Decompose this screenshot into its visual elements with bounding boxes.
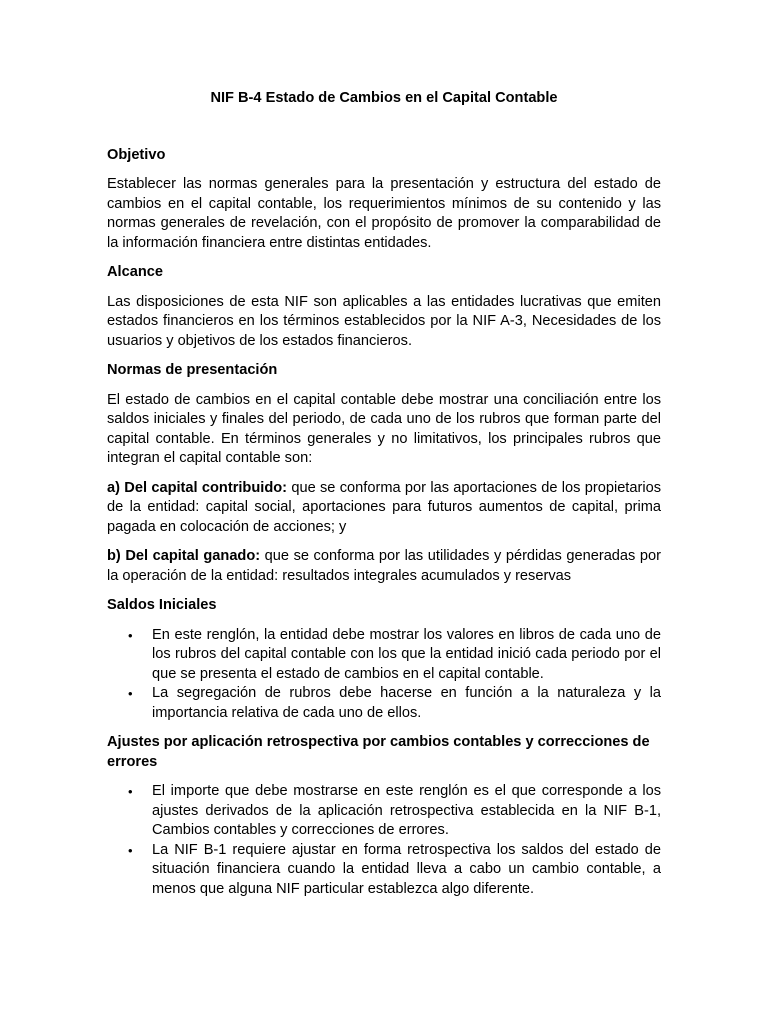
list-ajustes bbox=[107, 782, 661, 899]
heading-saldos-iniciales: Saldos Iniciales bbox=[107, 597, 217, 613]
list-item-text: La NIF B-1 requiere ajustar en forma retrospectiva los saldos del estado de situación financiera cuando la entidad lleva a cabo un cambio contable, a menos que alguna NIF particular establezca algo diferente. bbox=[152, 841, 661, 897]
label-capital-ganado: b) Del capital ganado: bbox=[107, 548, 261, 564]
list-item-text: La segregación de rubros debe hacerse en función a la naturaleza y la importancia relativa de cada uno de ellos. bbox=[152, 685, 661, 721]
heading-alcance: Alcance bbox=[107, 264, 163, 280]
list-item bbox=[107, 841, 661, 900]
paragraph-capital-contribuido bbox=[107, 479, 661, 538]
bullet-icon: • bbox=[128, 627, 133, 643]
paragraph-capital-ganado bbox=[107, 547, 661, 586]
text-capital-contribuido: que se conforma por las aportaciones de los propietarios de la entidad: capital social, aportaciones para futuros aumentos de capital, prima pagada en colocación de acciones; y bbox=[107, 479, 661, 535]
heading-normas: Normas de presentación bbox=[107, 362, 278, 378]
list-item bbox=[107, 626, 661, 685]
bullet-icon: • bbox=[128, 842, 133, 858]
label-capital-contribuido: a) Del capital contribuido: bbox=[107, 479, 288, 496]
list-item bbox=[107, 684, 661, 723]
heading-ajustes: Ajustes por aplicación retrospectiva por cambios contables y correcciones de errores bbox=[107, 734, 650, 770]
paragraph-normas: El estado de cambios en el capital contable debe mostrar una conciliación entre los saldos iniciales y finales del periodo, de cada uno de los rubros que forman parte del capital contable. En términos generales y no limitativos, los principales rubros que integran el capital contable son: bbox=[107, 391, 661, 466]
bullet-icon: • bbox=[128, 784, 133, 799]
page-title: NIF B-4 Estado de Cambios en el Capital Contable bbox=[210, 90, 558, 106]
heading-objetivo: Objetivo bbox=[107, 146, 166, 163]
bullet-icon: • bbox=[128, 686, 133, 701]
paragraph-objetivo: Establecer las normas generales para la presentación y estructura del estado de cambios en el capital contable, los requerimientos mínimos de su contenido y las normas generales de revelación, con el propósito de promover la comparabilidad de la información financiera entre distintas entidades. bbox=[107, 176, 661, 251]
list-item-text: El importe que debe mostrarse en este renglón es el que corresponde a los ajustes derivados de la aplicación retrospectiva establecida en la NIF B-1, Cambios contables y correcciones de errores. bbox=[152, 783, 661, 838]
list-saldos-iniciales bbox=[107, 626, 661, 724]
paragraph-alcance: Las disposiciones de esta NIF son aplicables a las entidades lucrativas que emiten estados financieros en los términos establecidos por la NIF A-3, Necesidades de los usuarios y objetivos de los estados financieros. bbox=[107, 293, 661, 349]
text-capital-ganado: que se conforma por las utilidades y pérdidas generadas por la operación de la entidad: resultados integrales acumulados y reservas bbox=[107, 548, 661, 584]
list-item bbox=[107, 782, 661, 841]
list-item-text: En este renglón, la entidad debe mostrar los valores en libros de cada uno de los rubros del capital contable con los que la entidad inició cada periodo por el que se presenta el estado de cambios en el capital contable. bbox=[152, 626, 661, 682]
